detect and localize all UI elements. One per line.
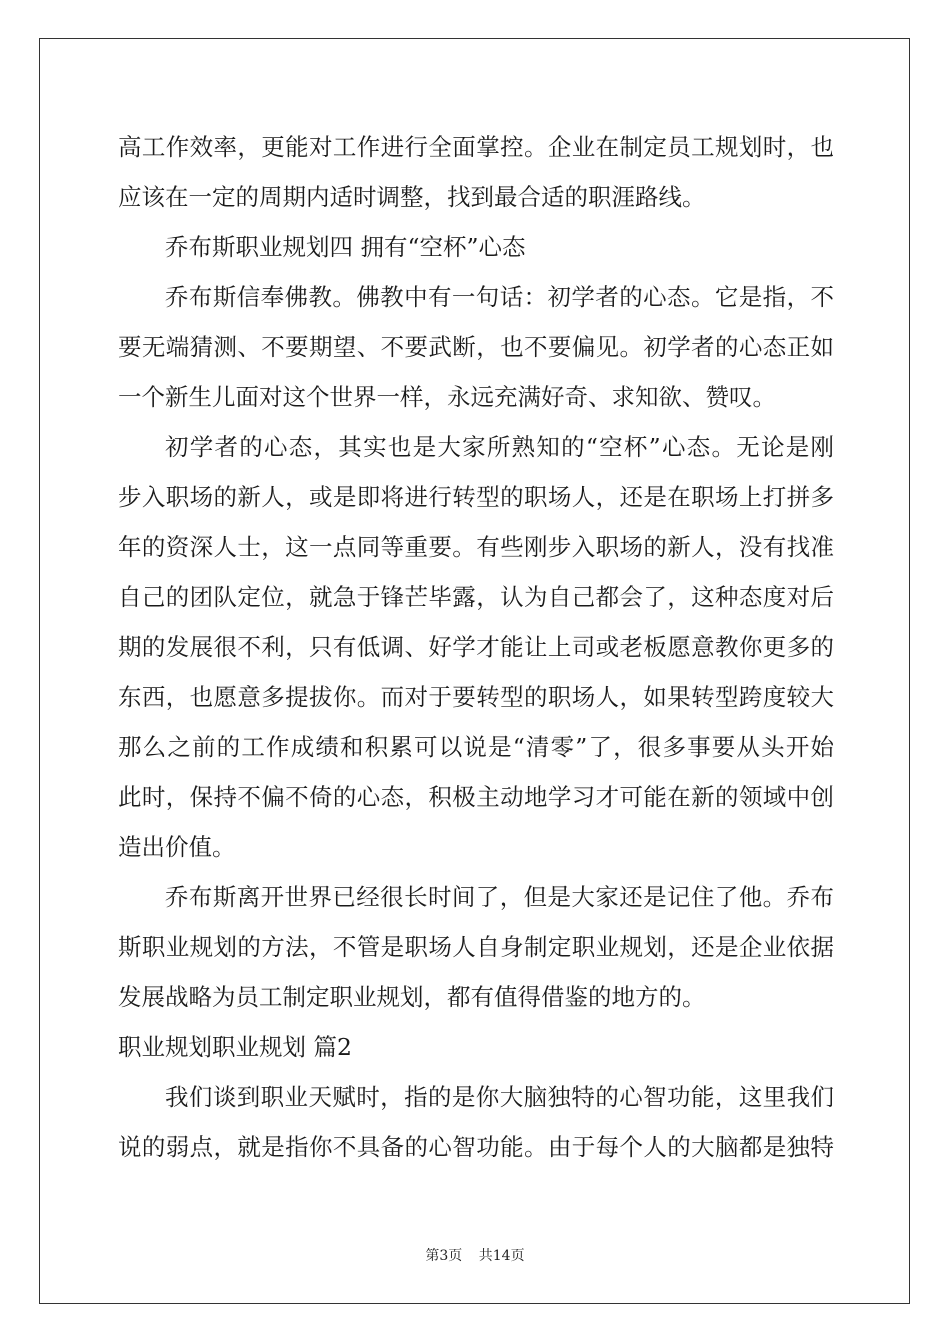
section-heading: 乔布斯职业规划四 拥有“空杯”心态 bbox=[165, 233, 526, 261]
text-line: 乔布斯信奉佛教。佛教中有一句话：初学者的心态。它是指，不 bbox=[165, 283, 834, 311]
text-line: 步入职场的新人，或是即将进行转型的职场人，还是在职场上打拼多 bbox=[118, 483, 834, 511]
text-line: 期的发展很不利，只有低调、好学才能让上司或老板愿意教你更多的 bbox=[118, 633, 834, 661]
text-line: 高工作效率，更能对工作进行全面掌控。企业在制定员工规划时，也 bbox=[118, 133, 834, 161]
text-line: 说的弱点，就是指你不具备的心智功能。由于每个人的大脑都是独特 bbox=[118, 1133, 834, 1161]
text-line: 造出价值。 bbox=[118, 833, 236, 861]
page-number: 第3页 bbox=[425, 1248, 463, 1264]
text-line: 一个新生儿面对这个世界一样，永远充满好奇、求知欲、赞叹。 bbox=[118, 383, 776, 411]
text-line: 斯职业规划的方法，不管是职场人自身制定职业规划，还是企业依据 bbox=[118, 933, 834, 961]
page-footer bbox=[0, 1245, 950, 1265]
text-line: 此时，保持不偏不倚的心态，积极主动地学习才可能在新的领域中创 bbox=[118, 783, 834, 811]
text-line: 东西，也愿意多提拔你。而对于要转型的职场人，如果转型跨度较大 bbox=[118, 683, 834, 711]
section-heading: 职业规划职业规划 篇2 bbox=[118, 1033, 352, 1061]
text-line: 发展战略为员工制定职业规划，都有值得借鉴的地方的。 bbox=[118, 983, 706, 1011]
text-line: 年的资深人士，这一点同等重要。有些刚步入职场的新人，没有找准 bbox=[118, 533, 834, 561]
text-line: 自己的团队定位，就急于锋芒毕露，认为自己都会了，这种态度对后 bbox=[118, 583, 834, 611]
text-line: 要无端猜测、不要期望、不要武断，也不要偏见。初学者的心态正如 bbox=[118, 333, 834, 361]
text-line: 初学者的心态，其实也是大家所熟知的“空杯”心态。无论是刚 bbox=[165, 433, 834, 461]
text-line: 应该在一定的周期内适时调整，找到最合适的职涯路线。 bbox=[118, 183, 706, 211]
document-body bbox=[118, 122, 834, 1172]
text-line: 那么之前的工作成绩和积累可以说是“清零”了，很多事要从头开始 bbox=[118, 733, 834, 761]
page-total: 共14页 bbox=[478, 1248, 525, 1264]
text-line: 我们谈到职业天赋时，指的是你大脑独特的心智功能，这里我们 bbox=[165, 1083, 834, 1111]
text-line: 乔布斯离开世界已经很长时间了，但是大家还是记住了他。乔布 bbox=[165, 883, 834, 911]
